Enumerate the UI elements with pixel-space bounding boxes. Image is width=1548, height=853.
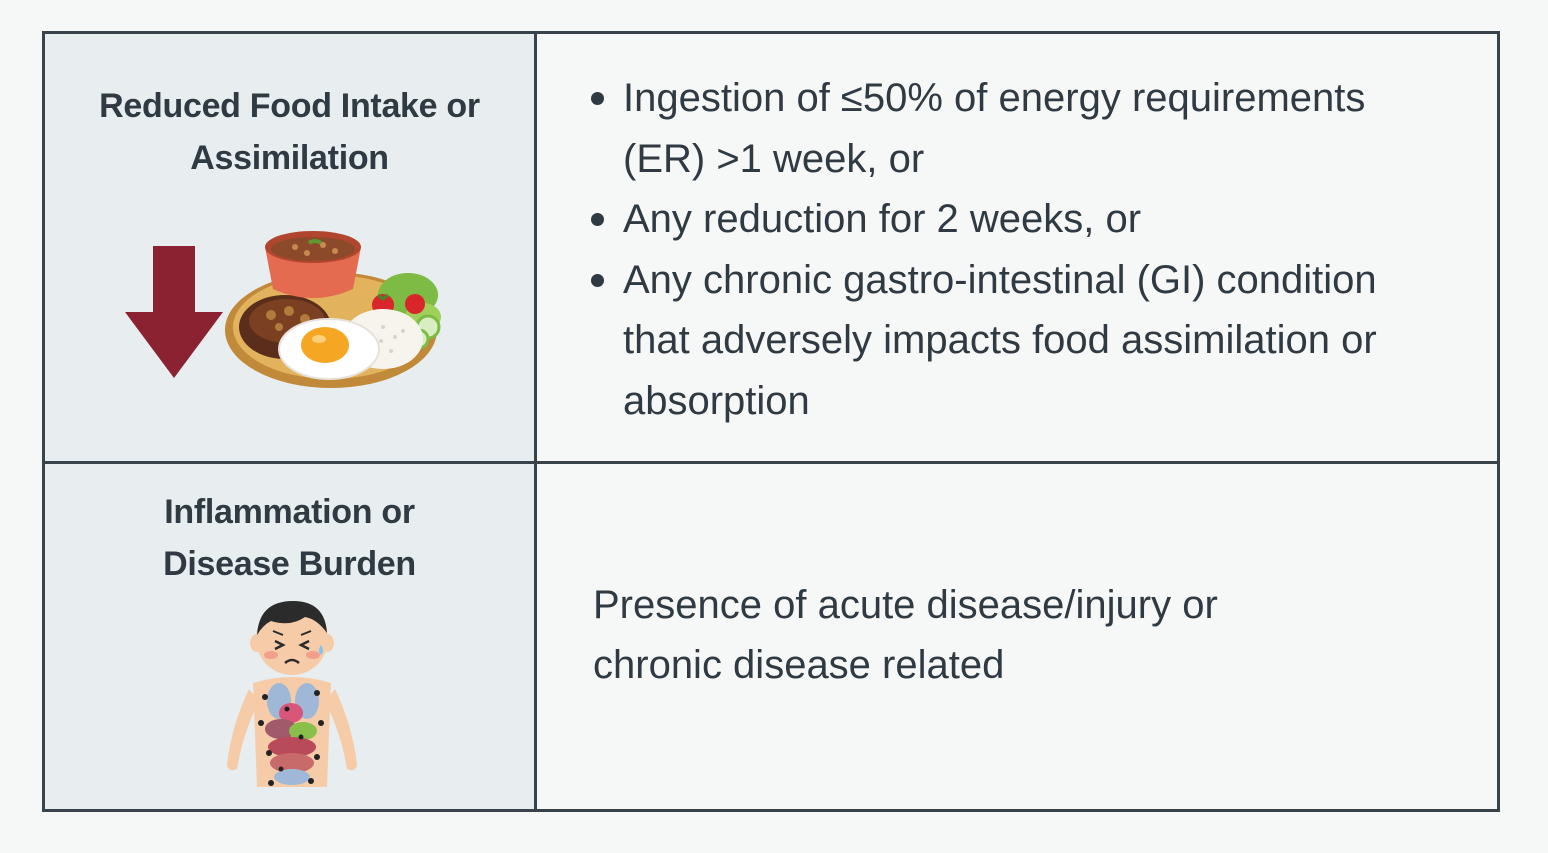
row2-criteria-cell [537,464,1497,809]
row1-title-line2: Assimilation [190,139,389,177]
food-plate-icon [223,227,453,392]
bullet-line: Any chronic gastro-intestinal (GI) condition [623,257,1377,302]
row2-title [45,486,534,590]
row1-title [45,80,534,184]
bullet-line: Any reduction for 2 weeks, or [623,197,1142,241]
row1-criteria-cell [537,34,1497,464]
criteria-table [42,31,1500,812]
row2-description-line1: Presence of acute disease/injury or [593,583,1218,627]
row2-title-line1: Inflammation or [164,493,415,531]
row2-description-line2: chronic disease related [593,643,1005,687]
bullet-item [587,250,1477,432]
bullet-line: (ER) >1 week, or [623,136,925,181]
row2-label-cell [45,464,537,809]
row2-description [593,575,1477,695]
down-arrow-icon [123,246,225,380]
bullet-line: Ingestion of ≤50% of energy requirements [623,76,1366,120]
row1-label-cell [45,34,537,464]
bullet-line: that adversely impacts food assimilation or [623,318,1377,362]
row1-title-line1: Reduced Food Intake or [99,87,480,125]
row1-bullet-list [587,68,1477,431]
row2-title-line2: Disease Burden [163,545,416,583]
bullet-item [587,189,1477,250]
sick-person-icon [221,597,363,793]
bullet-line: absorption [623,378,810,423]
bullet-item [587,68,1477,189]
